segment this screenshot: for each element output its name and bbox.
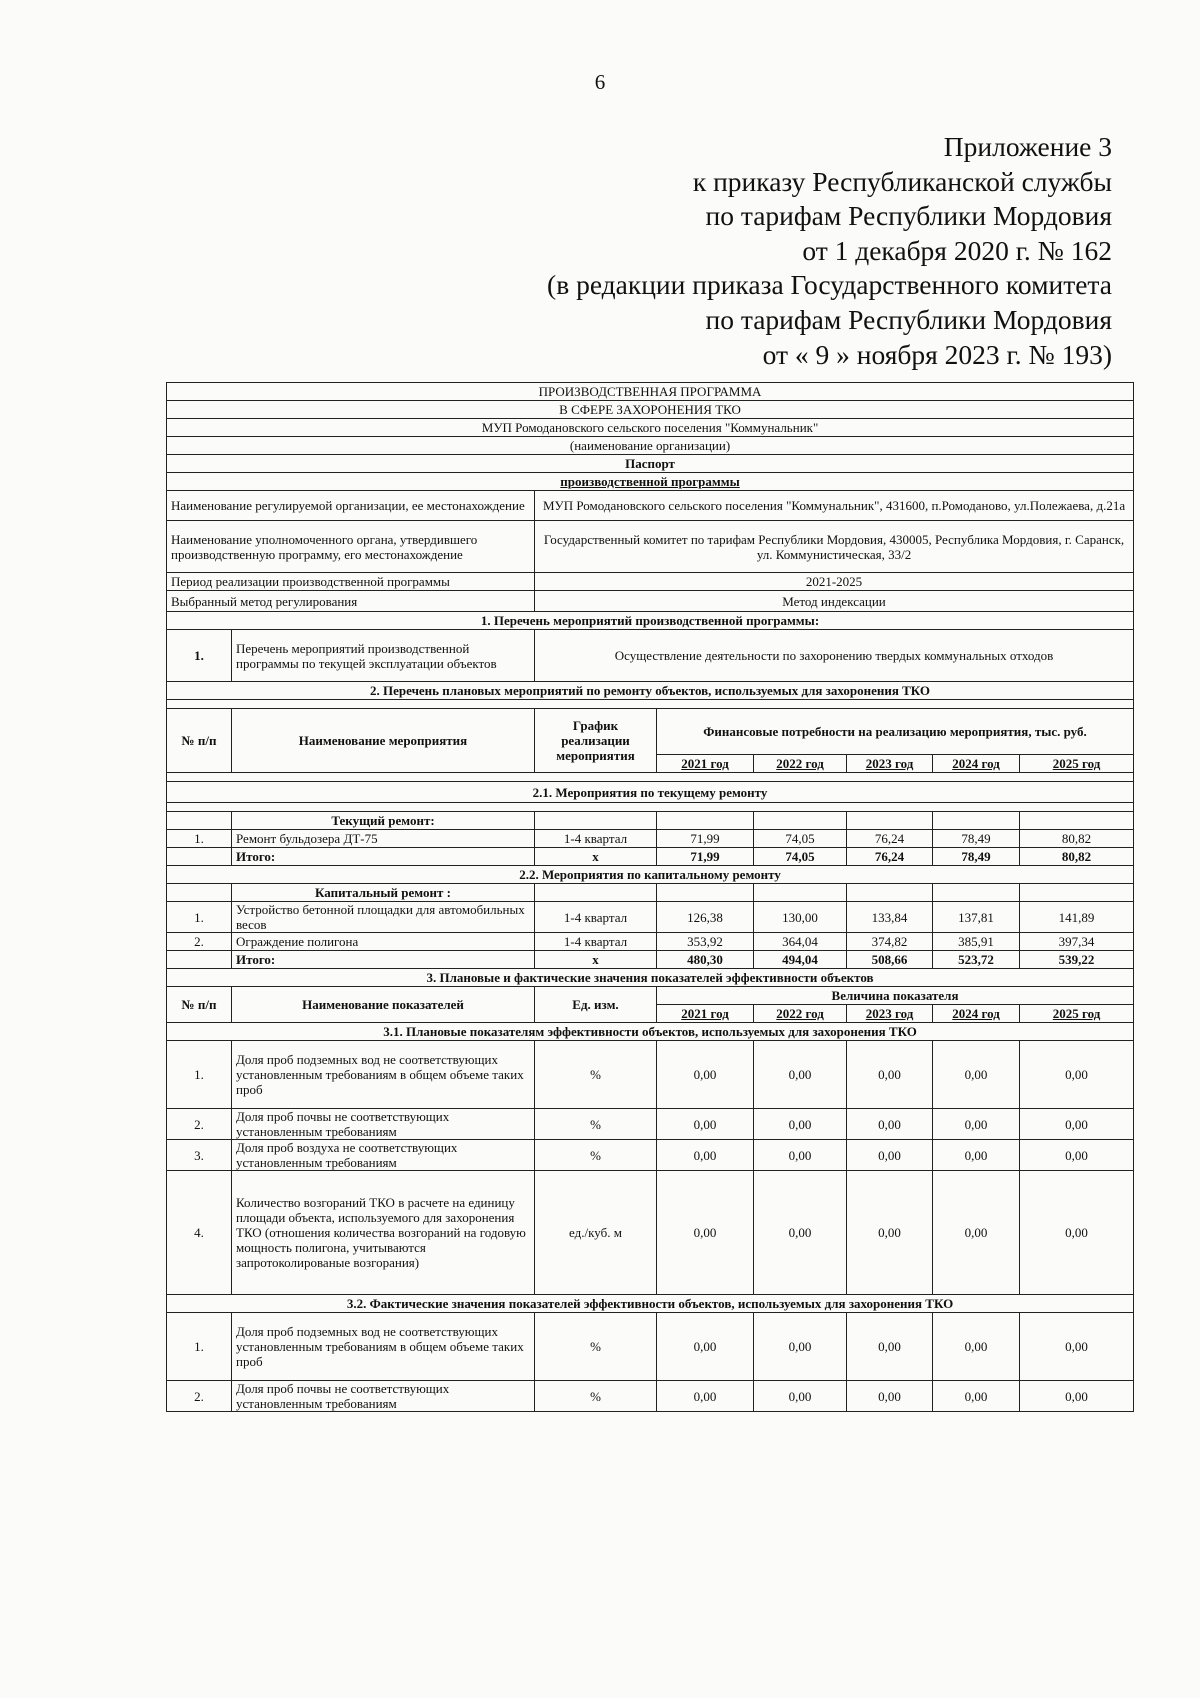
row-value: 0,00	[754, 1109, 847, 1140]
group-title: Капитальный ремонт :	[232, 884, 535, 902]
row-value: 0,00	[933, 1313, 1020, 1381]
row-unit: %	[535, 1109, 657, 1140]
subsection-title: 3.1. Плановые показателям эффективности объектов, используемых для захоронения ТКО	[167, 1023, 1134, 1041]
year-header: 2025 год	[1020, 1005, 1134, 1023]
section1-value: Осуществление деятельности по захоронению твердых коммунальных отходов	[535, 630, 1134, 682]
total-value: 539,22	[1020, 951, 1134, 969]
empty-cell	[933, 884, 1020, 902]
total-value: 76,24	[847, 848, 933, 866]
row-value: 0,00	[933, 1041, 1020, 1109]
total-schedule: x	[535, 848, 657, 866]
row-value: 374,82	[847, 933, 933, 951]
table-row	[167, 1140, 1134, 1171]
table-row	[167, 1041, 1134, 1109]
row-name: Количество возгораний ТКО в расчете на единицу площади объекта, используемого для захоронения ТКО (отношения количества возгораний на годовую мощность полигона, учитываются запротоколированые возгорания)	[232, 1171, 535, 1295]
year-header: 2023 год	[847, 1005, 933, 1023]
row-schedule: 1-4 квартал	[535, 830, 657, 848]
organization-caption: (наименование организации)	[167, 437, 1134, 455]
row-value: 126,38	[657, 902, 754, 933]
row-value: 0,00	[933, 1171, 1020, 1295]
year-header: 2021 год	[657, 1005, 754, 1023]
header-line: к приказу Республиканской службы	[692, 165, 1112, 197]
row-name: Устройство бетонной площадки для автомобильных весов	[232, 902, 535, 933]
col-header-num: № п/п	[167, 987, 232, 1023]
row-name: Доля проб почвы не соответствующих установленным требованиям	[232, 1109, 535, 1140]
col-header-num: № п/п	[167, 709, 232, 773]
empty-cell	[933, 812, 1020, 830]
row-value: 0,00	[754, 1313, 847, 1381]
total-value: 480,30	[657, 951, 754, 969]
col-header-value: Величина показателя	[657, 987, 1134, 1005]
section2-title: 2. Перечень плановых мероприятий по ремонту объектов, используемых для захоронения ТКО	[167, 682, 1134, 700]
passport-title: Паспорт	[167, 455, 1134, 473]
row-value: 0,00	[847, 1109, 933, 1140]
row-value: 0,00	[657, 1381, 754, 1412]
row-number: 1.	[167, 902, 232, 933]
row-value: 0,00	[1020, 1381, 1134, 1412]
row-number: 3.	[167, 1140, 232, 1171]
total-value: 80,82	[1020, 848, 1134, 866]
row-name: Доля проб подземных вод не соответствующих установленным требованиям в общем объеме таких проб	[232, 1041, 535, 1109]
row-unit: %	[535, 1381, 657, 1412]
empty-cell	[167, 951, 232, 969]
row-value: 71,99	[657, 830, 754, 848]
row-value: 0,00	[754, 1041, 847, 1109]
row-value: 76,24	[847, 830, 933, 848]
row-value: 141,89	[1020, 902, 1134, 933]
year-header: 2023 год	[847, 755, 933, 773]
total-schedule: x	[535, 951, 657, 969]
row-value: 0,00	[1020, 1313, 1134, 1381]
col-header-name: Наименование мероприятия	[232, 709, 535, 773]
page-number: 6	[594, 70, 606, 94]
passport-row	[167, 573, 1134, 591]
table-row	[167, 830, 1134, 848]
col-header-unit: Ед. изм.	[535, 987, 657, 1023]
total-value: 74,05	[754, 848, 847, 866]
empty-cell	[1020, 884, 1134, 902]
empty-cell	[754, 884, 847, 902]
row-value: 0,00	[933, 1109, 1020, 1140]
year-header: 2021 год	[657, 755, 754, 773]
table-row	[167, 933, 1134, 951]
passport-label: Наименование регулируемой организации, ее местонахождение	[167, 491, 535, 521]
passport-row	[167, 521, 1134, 573]
row-value: 0,00	[847, 1313, 933, 1381]
row-value: 0,00	[1020, 1109, 1134, 1140]
row-number: 2.	[167, 1381, 232, 1412]
row-value: 0,00	[657, 1041, 754, 1109]
passport-value: МУП Ромодановского сельского поселения "Коммунальник", 431600, п.Ромоданово, ул.Полежаева, д.21а	[535, 491, 1134, 521]
row-value: 0,00	[1020, 1140, 1134, 1171]
col-header-schedule: График реализации мероприятия	[535, 709, 657, 773]
row-value: 0,00	[1020, 1041, 1134, 1109]
section1-label: Перечень мероприятий производственной программы по текущей эксплуатации объектов	[232, 630, 535, 682]
row-value: 74,05	[754, 830, 847, 848]
row-value: 0,00	[847, 1381, 933, 1412]
row-value: 0,00	[754, 1171, 847, 1295]
empty-cell	[847, 812, 933, 830]
table-row	[167, 1381, 1134, 1412]
table-row	[167, 1171, 1134, 1295]
header-line: от 1 декабря 2020 г. № 162	[802, 234, 1112, 266]
row-value: 137,81	[933, 902, 1020, 933]
row-schedule: 1-4 квартал	[535, 933, 657, 951]
header-line: по тарифам Республики Мордовия	[705, 303, 1112, 335]
row-value: 0,00	[657, 1171, 754, 1295]
row-value: 0,00	[754, 1140, 847, 1171]
subsection-title: 3.2. Фактические значения показателей эффективности объектов, используемых для захоронения ТКО	[167, 1295, 1134, 1313]
row-number: 2.	[167, 933, 232, 951]
empty-cell	[657, 812, 754, 830]
passport-row	[167, 591, 1134, 612]
row-name: Ограждение полигона	[232, 933, 535, 951]
passport-label: Период реализации производственной программы	[167, 573, 535, 591]
row-value: 78,49	[933, 830, 1020, 848]
total-value: 494,04	[754, 951, 847, 969]
section3-title: 3. Плановые и фактические значения показателей эффективности объектов	[167, 969, 1134, 987]
group-title: Текущий ремонт:	[232, 812, 535, 830]
passport-value: Метод индексации	[535, 591, 1134, 612]
row-value: 0,00	[847, 1171, 933, 1295]
empty-cell	[754, 812, 847, 830]
row-number: 1.	[167, 630, 232, 682]
row-value: 0,00	[847, 1140, 933, 1171]
total-label: Итого:	[232, 951, 535, 969]
table-row	[167, 902, 1134, 933]
appendix-header	[547, 130, 1112, 372]
row-value: 0,00	[933, 1381, 1020, 1412]
row-name: Доля проб воздуха не соответствующих установленным требованиям	[232, 1140, 535, 1171]
row-unit: %	[535, 1140, 657, 1171]
total-row	[167, 951, 1134, 969]
subsection-title: 2.2. Мероприятия по капитальному ремонту	[167, 866, 1134, 884]
passport-value: 2021-2025	[535, 573, 1134, 591]
row-value: 80,82	[1020, 830, 1134, 848]
passport-subtitle: производственной программы	[167, 473, 1134, 491]
program-subtitle: В СФЕРЕ ЗАХОРОНЕНИЯ ТКО	[167, 401, 1134, 419]
empty-cell	[167, 848, 232, 866]
spacer-row	[167, 773, 1134, 782]
subsection-title: 2.1. Мероприятия по текущему ремонту	[167, 782, 1134, 803]
row-value: 385,91	[933, 933, 1020, 951]
row-name: Ремонт бульдозера ДТ-75	[232, 830, 535, 848]
row-unit: ед./куб. м	[535, 1171, 657, 1295]
row-value: 130,00	[754, 902, 847, 933]
total-value: 78,49	[933, 848, 1020, 866]
empty-cell	[167, 812, 232, 830]
empty-cell	[167, 884, 232, 902]
empty-cell	[535, 884, 657, 902]
row-value: 0,00	[657, 1140, 754, 1171]
row-number: 1.	[167, 830, 232, 848]
empty-cell	[847, 884, 933, 902]
row-value: 0,00	[657, 1313, 754, 1381]
row-value: 353,92	[657, 933, 754, 951]
program-title: ПРОИЗВОДСТВЕННАЯ ПРОГРАММА	[167, 383, 1134, 401]
row-number: 2.	[167, 1109, 232, 1140]
year-header: 2022 год	[754, 755, 847, 773]
table-row	[167, 1313, 1134, 1381]
col-header-finance: Финансовые потребности на реализацию мероприятия, тыс. руб.	[657, 709, 1134, 755]
passport-row	[167, 491, 1134, 521]
empty-cell	[535, 812, 657, 830]
total-value: 523,72	[933, 951, 1020, 969]
row-number: 1.	[167, 1041, 232, 1109]
passport-label: Наименование уполномоченного органа, утвердившего производственную программу, его местонахождение	[167, 521, 535, 573]
year-header: 2025 год	[1020, 755, 1134, 773]
table-row	[167, 1109, 1134, 1140]
passport-label: Выбранный метод регулирования	[167, 591, 535, 612]
row-value: 0,00	[847, 1041, 933, 1109]
row-value: 0,00	[754, 1381, 847, 1412]
total-value: 71,99	[657, 848, 754, 866]
header-line: (в редакции приказа Государственного комитета	[547, 269, 1112, 301]
row-value: 397,34	[1020, 933, 1134, 951]
row-value: 364,04	[754, 933, 847, 951]
passport-value: Государственный комитет по тарифам Республики Мордовия, 430005, Республика Мордовия, г. Саранск, ул. Коммунистическая, 33/2	[535, 521, 1134, 573]
row-number: 1.	[167, 1313, 232, 1381]
row-value: 0,00	[657, 1109, 754, 1140]
row-number: 4.	[167, 1171, 232, 1295]
row-name: Доля проб подземных вод не соответствующих установленным требованиям в общем объеме таких проб	[232, 1313, 535, 1381]
row-value: 133,84	[847, 902, 933, 933]
section1-title: 1. Перечень мероприятий производственной программы:	[167, 612, 1134, 630]
row-value: 0,00	[1020, 1171, 1134, 1295]
header-line: от « 9 » ноября 2023 г. № 193)	[762, 338, 1112, 370]
row-unit: %	[535, 1313, 657, 1381]
total-row	[167, 848, 1134, 866]
header-line: по тарифам Республики Мордовия	[705, 200, 1112, 232]
spacer-row	[167, 700, 1134, 709]
organization-name: МУП Ромодановского сельского поселения "Коммунальник"	[167, 419, 1134, 437]
section1-row	[167, 630, 1134, 682]
production-program-table	[166, 382, 1134, 1412]
row-unit: %	[535, 1041, 657, 1109]
year-header: 2024 год	[933, 1005, 1020, 1023]
spacer-row	[167, 803, 1134, 812]
empty-cell	[1020, 812, 1134, 830]
empty-cell	[657, 884, 754, 902]
col-header-name: Наименование показателей	[232, 987, 535, 1023]
year-header: 2024 год	[933, 755, 1020, 773]
total-label: Итого:	[232, 848, 535, 866]
year-header: 2022 год	[754, 1005, 847, 1023]
total-value: 508,66	[847, 951, 933, 969]
row-value: 0,00	[933, 1140, 1020, 1171]
row-name: Доля проб почвы не соответствующих установленным требованиям	[232, 1381, 535, 1412]
header-line: Приложение 3	[943, 131, 1112, 162]
row-schedule: 1-4 квартал	[535, 902, 657, 933]
